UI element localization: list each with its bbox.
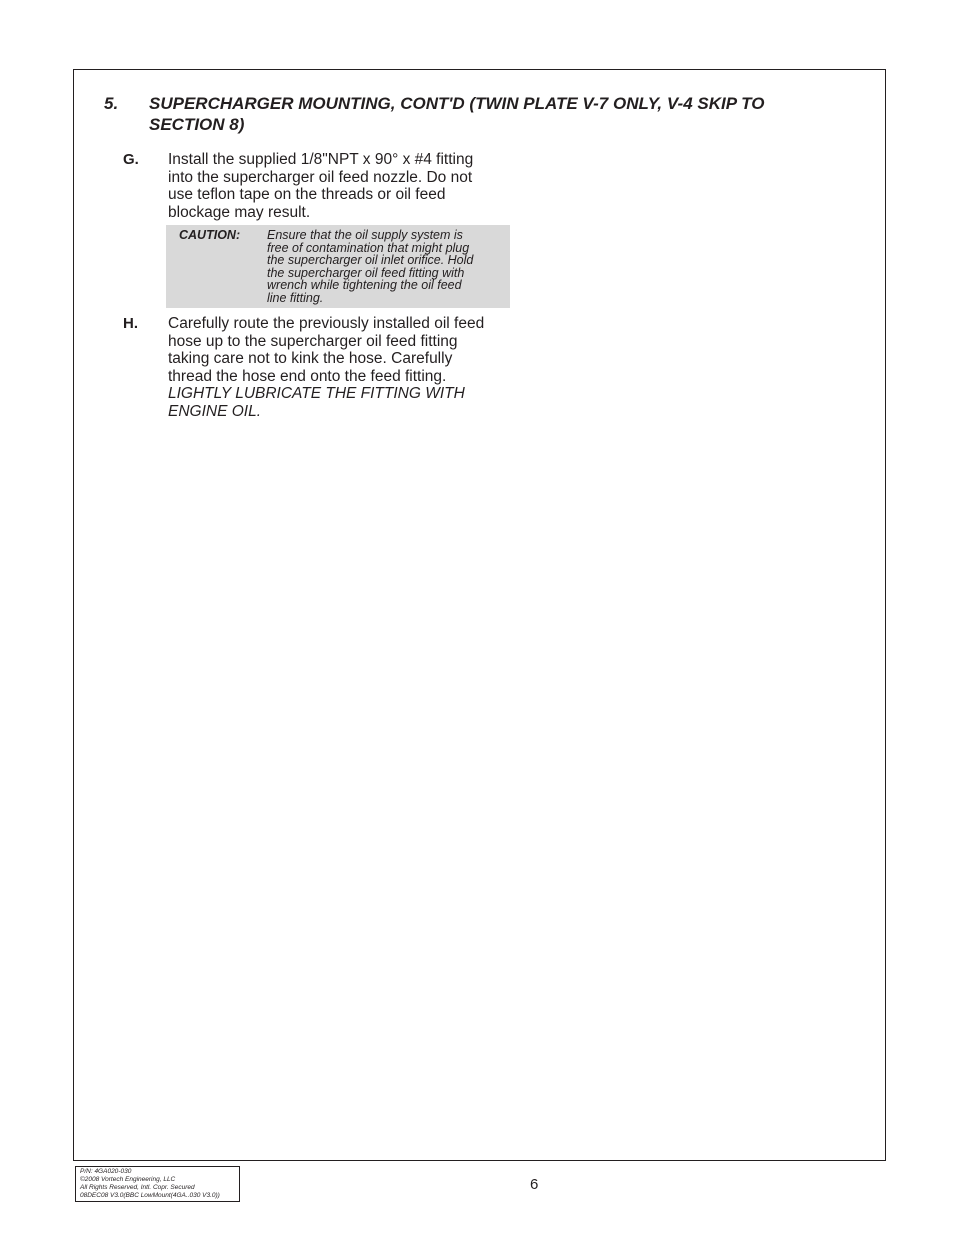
caution-line: free of contamination that might plug [267,240,470,255]
page-number: 6 [530,1176,539,1193]
section-number: 5. [104,94,119,113]
caution-line: Ensure that the oil supply system is [267,228,463,242]
footer-line: 08DEC08 V3.0(BBC LowMount(4GA..030 V3.0)) [80,1192,220,1199]
footer-line: ©2008 Vortech Engineering, LLC [80,1176,176,1183]
caution-label: CAUTION: [179,228,241,242]
step-h-text [168,315,484,420]
caution-line: wrench while tightening the oil feed [267,278,462,292]
footer-line: All Rights Reserved, Intl. Copr. Secured [80,1184,195,1191]
section-title [149,93,849,135]
caution-line: the supercharger oil feed fitting with [267,265,465,280]
section-title-line: SECTION 8) [149,115,245,134]
step-h-emphasis-line: LIGHTLY LUBRICATE THE FITTING WITH [168,385,465,402]
step-g-letter: G. [123,151,139,168]
caution-box [166,225,510,308]
step-g-line: use teflon tape on the threads or oil feed [168,186,446,203]
step-h-emphasis-line: ENGINE OIL. [168,402,262,420]
step-h-line: thread the hose end onto the feed fitting. [168,367,447,385]
step-g-line: Install the supplied 1/8"NPT x 90° x #4 fitting [168,151,474,168]
caution-line: line fitting. [267,290,324,305]
step-h-line: hose up to the supercharger oil feed fitting [168,332,458,350]
step-g-line: into the supercharger oil feed nozzle. Do not [168,168,473,186]
footer-line: P/N: 4GA020-030 [80,1168,132,1175]
step-h-line: Carefully route the previously installed oil feed [168,315,485,332]
caution-text [267,229,507,304]
step-g-text [168,151,473,221]
caution-line: the supercharger oil inlet orifice. Hold [267,253,474,267]
step-h-letter: H. [123,315,138,332]
footer-info-box [75,1166,240,1202]
step-h-line: taking care not to kink the hose. Carefully [168,350,453,367]
section-title-line: SUPERCHARGER MOUNTING, CONT'D (TWIN PLATE V-7 ONLY, V-4 SKIP TO [149,94,765,113]
step-g-line: blockage may result. [168,203,311,221]
